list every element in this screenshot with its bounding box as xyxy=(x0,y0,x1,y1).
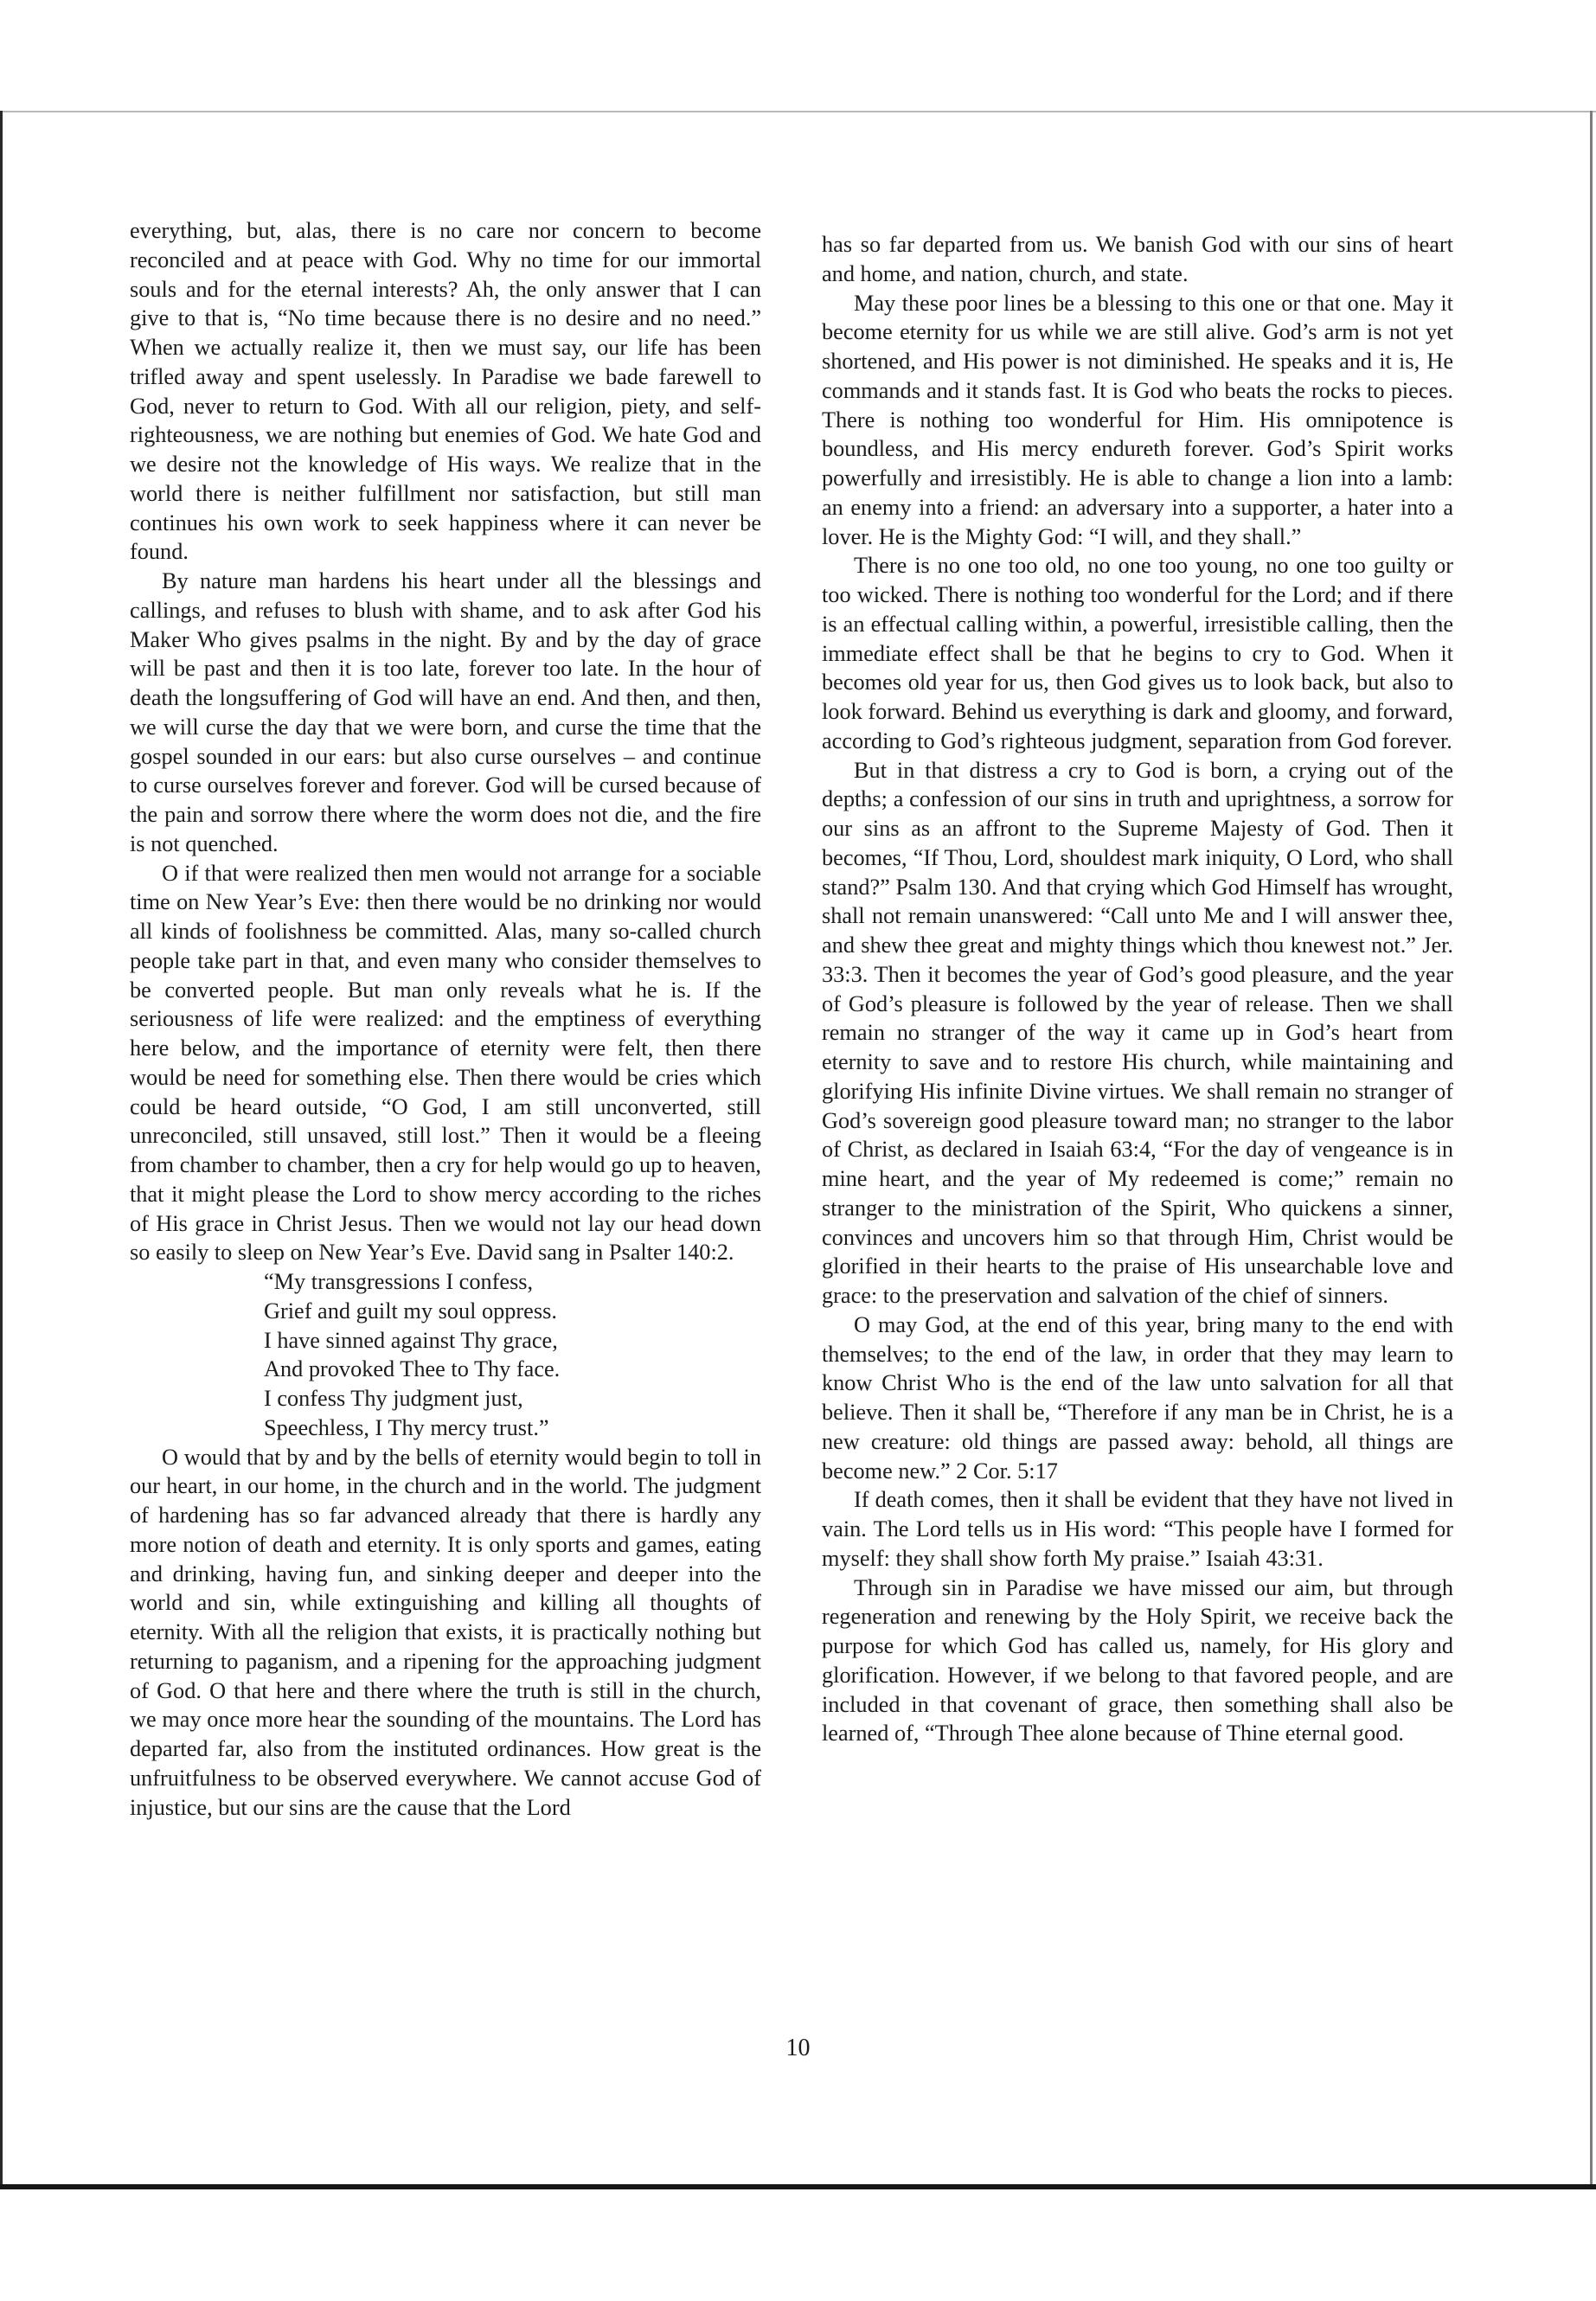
paragraph: There is no one too old, no one too young, no one too guilty or too wicked. There is nothing too wonderful for the Lord; and if there is an effectual calling within, a powerful, irresistible calling, then the immediate effect shall be that he begins to cry to God. When it becomes old year for us, then God gives us to look back, but also to look forward. Behind us everything is dark and gloomy, and forward, according to God’s righteous judgment, separation from God forever. xyxy=(822,553,1453,753)
page-number: 10 xyxy=(785,2035,811,2061)
scan-edge-right xyxy=(1590,111,1593,2187)
verse-line: Speechless, I Thy mercy trust.” xyxy=(264,1414,549,1440)
verse-line: I have sinned against Thy grace, xyxy=(264,1327,558,1353)
verse-line: And provoked Thee to Thy face. xyxy=(264,1356,561,1382)
paragraph: O would that by and by the bells of eternity would begin to toll in our heart, in our home, in the church and in the world. The judgment of hardening has so far advanced already that there is hardly any more notion of death and eternity. It is only sports and games, eating and drinking, having fun, and sinking deeper and deeper into the world and sin, while extinguishing and killing all thoughts of eternity. With all the religion that exists, it is practically nothing but returning to paganism, and a ripening for the approaching judgment of God. O that here and there where the truth is still in the church, we may once more hear the sounding of the mountains. The Lord has departed far, also from the instituted ordinances. How great is the unfruitfulness to be observed everywhere. We cannot accuse God of injustice, but our sins are the cause that the Lord xyxy=(130,1444,761,1820)
scan-edge-top xyxy=(0,111,1596,112)
paragraph: May these poor lines be a blessing to this one or that one. May it become eternity for us while we are still alive. God’s arm is not yet shortened, and His power is not diminished. He speaks and it is, He commands and it stands fast. It is God who beats the rocks to pieces. There is nothing too wonderful for Him. His omnipotence is boundless, and His mercy endureth forever. God’s Spirit works powerfully and irresistibly. He is able to change a lion into a lamb: an enemy into a friend: an adversary into a supporter, a hater into a lover. He is the Mighty God: “I will, and they shall.” xyxy=(822,290,1453,549)
scan-edge-bottom xyxy=(0,2184,1596,2189)
paragraph: Through sin in Paradise we have missed our aim, but through regeneration and renewing by the Holy Spirit, we receive back the purpose for which God has called us, namely, for His glory and glorification. However, if we belong to that favored people, and are included in that covenant of grace, then something shall also be learned of, “Through Thee alone because of Thine eternal good. xyxy=(822,1574,1453,1747)
paragraph: O may God, at the end of this year, bring many to the end with themselves; to the end of the law, in order that they may learn to know Christ Who is the end of the law unto salvation for all that believe. Then it shall be, “Therefore if any man be in Christ, he is a new creature: old things are passed away: behold, all things are become new.” 2 Cor. 5:17 xyxy=(822,1311,1453,1484)
right-column xyxy=(822,230,1453,1748)
paragraph: O if that were realized then men would not arrange for a sociable time on New Year’s Eve: then there would be no drinking nor would all kinds of foolishness be committed. Alas, many so-called church people take part in that, and even many who consider themselves to be converted people. But man only reveals what he is. If the seriousness of life were realized: and the emptiness of everything here below, and the importance of eternity were felt, then there would be need for something else. Then there would be cries which could be heard outside, “O God, I am still unconverted, still unreconciled, still unsaved, still lost.” Then it would be a fleeing from chamber to chamber, then a cry for help would go up to heaven, that it might please the Lord to show mercy according to the riches of His grace in Christ Jesus. Then we would not lay our head down so easily to sleep on New Year’s Eve. David sang in Psalter 140:2. xyxy=(130,860,761,1266)
paragraph: has so far departed from us. We banish God with our sins of heart and home, and nation, church, and state. xyxy=(822,232,1453,286)
paragraph: everything, but, alas, there is no care nor concern to become reconciled and at peace with God. Why no time for our immortal souls and for the eternal interests? Ah, the only answer that I can give to that is, “No time because there is no desire and no need.” When we actually realize it, then we must say, our life has been trifled away and spent uselessly. In Paradise we bade farewell to God, never to return to God. With all our religion, piety, and self-righteousness, we are nothing but enemies of God. We hate God and we desire not the knowledge of His ways. We realize that in the world there is neither fulfillment nor satisfaction, but still man continues his own work to seek happiness where it can never be found. xyxy=(130,218,761,565)
paragraph: If death comes, then it shall be evident that they have not lived in vain. The Lord tells us in His word: “This people have I formed for myself: they shall show forth My praise.” Isaiah 43:31. xyxy=(822,1487,1453,1571)
verse-line: Grief and guilt my soul oppress. xyxy=(264,1298,557,1324)
scan-edge-left xyxy=(0,111,3,2187)
verse-line: I confess Thy judgment just, xyxy=(264,1386,523,1411)
left-column xyxy=(130,216,761,1822)
verse-line: “My transgressions I confess, xyxy=(264,1269,534,1294)
paragraph: By nature man hardens his heart under all the blessings and callings, and refuses to blush with shame, and to ask after God his Maker Who gives psalms in the night. By and by the day of grace will be past and then it is too late, forever too late. In the hour of death the longsuffering of God will have an end. And then, and then, we will curse the day that we were born, and curse the time that the gospel sounded in our ears: but also curse ourselves – and continue to curse ourselves forever and forever. God will be cursed because of the pain and sorrow there where the worm does not die, and the fire is not quenched. xyxy=(130,568,761,856)
paragraph: But in that distress a cry to God is born, a crying out of the depths; a confession of our sins in truth and uprightness, a sorrow for our sins as an affront to the Supreme Majesty of God. Then it becomes, “If Thou, Lord, shouldest mark iniquity, O Lord, who shall stand?” Psalm 130. And that crying which God Himself has wrought, shall not remain unanswered: “Call unto Me and I will answer thee, and shew thee great and mighty things which thou knewest not.” Jer. 33:3. Then it becomes the year of God’s good pleasure, and the year of God’s pleasure is followed by the year of release. Then we shall remain no stranger of the way it came up in God’s heart from eternity to save and to restore His church, while maintaining and glorifying His infinite Divine virtues. We shall remain no stranger of God’s sovereign good pleasure toward man; no stranger to the labor of Christ, as declared in Isaiah 63:4, “For the day of vengeance is in mine heart, and the year of My redeemed is come;” remain no stranger to the ministration of the Spirit, Who quickens a sinner, convinces and uncovers him so that through Him, Christ would be glorified in their hearts to the praise of His unsearchable love and grace: to the preservation and salvation of the chief of sinners. xyxy=(822,757,1453,1308)
psalter-verse xyxy=(264,1267,761,1443)
